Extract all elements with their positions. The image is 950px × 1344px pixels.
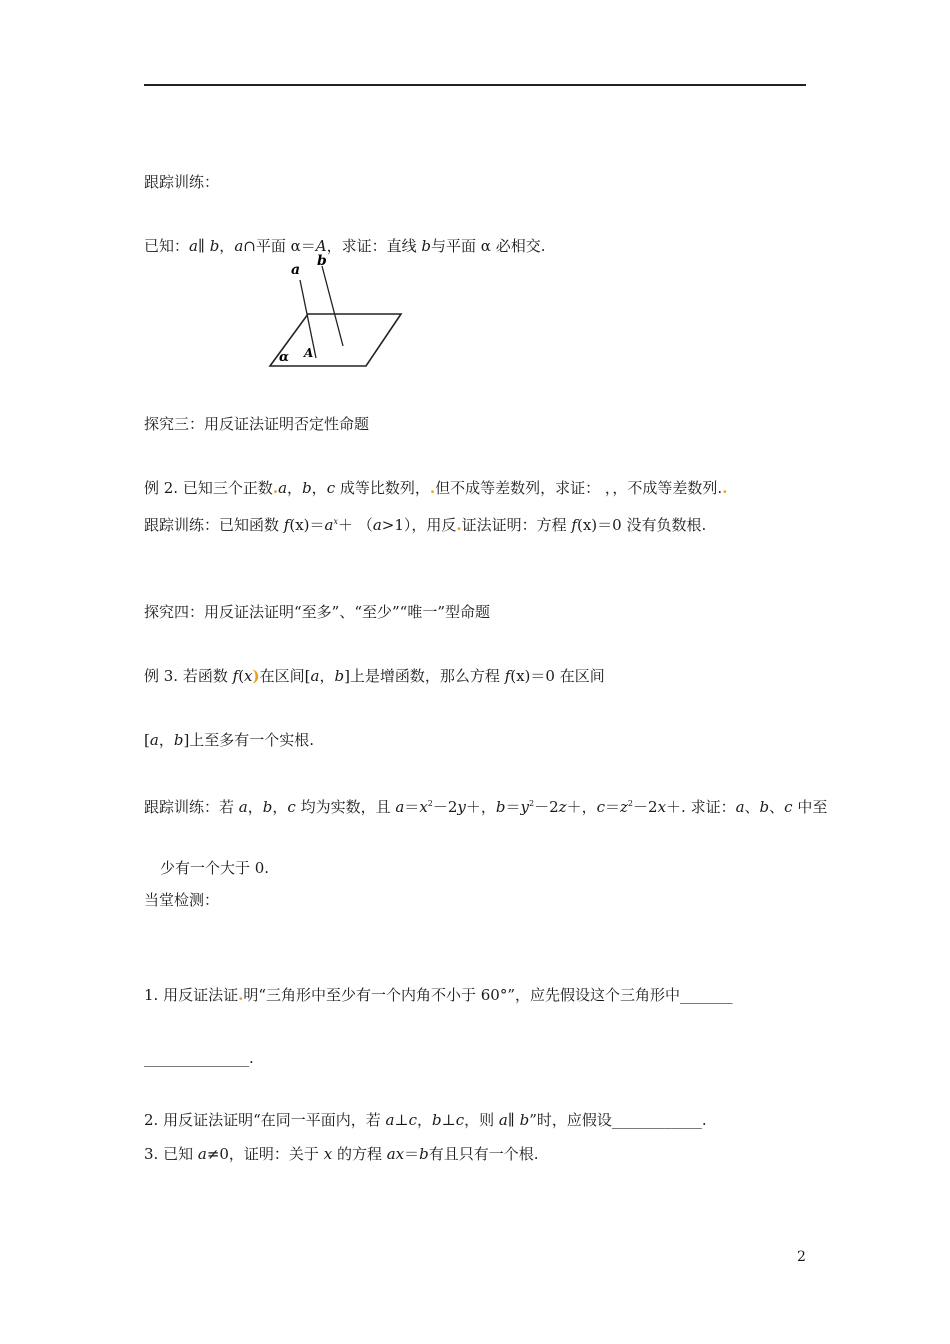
question-1: 1. 用反证法证.明“三角形中至少有一个内角不小于 60°”，应先假设这个三角形中_______ <box>144 986 733 1004</box>
follow-up-2: 跟踪训练：已知函数 $f(x)=a^x+ (a>1)$，用反.证法证明：方程 f(x)＝0 没有负数根. <box>144 516 707 534</box>
label-a: a <box>291 262 301 278</box>
plane-alpha <box>270 314 401 366</box>
question-1-line-2 <box>144 1048 254 1068</box>
example-3: 例 3. 若函数 f(x)在区间[a，b]上是增函数，那么方程 f(x)＝0 在区间 <box>144 667 605 685</box>
label-alpha: α <box>279 350 290 365</box>
classroom-check-heading: 当堂检测： <box>144 891 220 909</box>
plane-line-figure <box>266 250 406 370</box>
question-2: 2. 用反证法证明“在同一平面内，若 a⊥c，b⊥c，则 a∥ b”时，应假设____________. <box>144 1111 707 1129</box>
label-b: b <box>317 253 327 269</box>
page-number: 2 <box>797 1249 806 1265</box>
header-rule <box>144 84 806 86</box>
explore-4-heading: 探究四：用反证法证明“至多”、“至少”“唯一”型命题 <box>144 603 491 621</box>
answer-blank-2[interactable]: ____________. <box>611 1111 707 1129</box>
given-statement: 已知：a∥ b，a∩平面 α＝A，求证：直线 b与平面 α 必相交. <box>144 237 546 255</box>
example-2: 例 2. 已知三个正数.a，b，c 成等比数列，.但不成等差数列，求证： ，，不成等差数列.. <box>144 479 728 497</box>
example-3-line-2: [a，b]上至多有一个实根. <box>144 731 315 749</box>
question-3: 3. 已知 a≠0，证明：关于 x 的方程 ax＝b有且只有一个根. <box>144 1145 539 1163</box>
answer-blank-1b[interactable]: ______________. <box>144 1049 254 1067</box>
line-b <box>322 266 343 346</box>
label-A: A <box>304 346 314 360</box>
follow-up-3-line-2: 少有一个大于 0. <box>160 859 270 877</box>
follow-up-heading-1: 跟踪训练： <box>144 173 220 191</box>
explore-3-heading: 探究三：用反证法证明否定性命题 <box>144 415 370 433</box>
answer-blank-1a[interactable]: _______ <box>680 986 733 1004</box>
follow-up-3: 跟踪训练：若 a，b，c 均为实数，且 $a=x^2-2y+$，$b=y^2-2z+$，$c=z^2-2x+$. 求证：a、b、c 中至 <box>144 798 828 816</box>
